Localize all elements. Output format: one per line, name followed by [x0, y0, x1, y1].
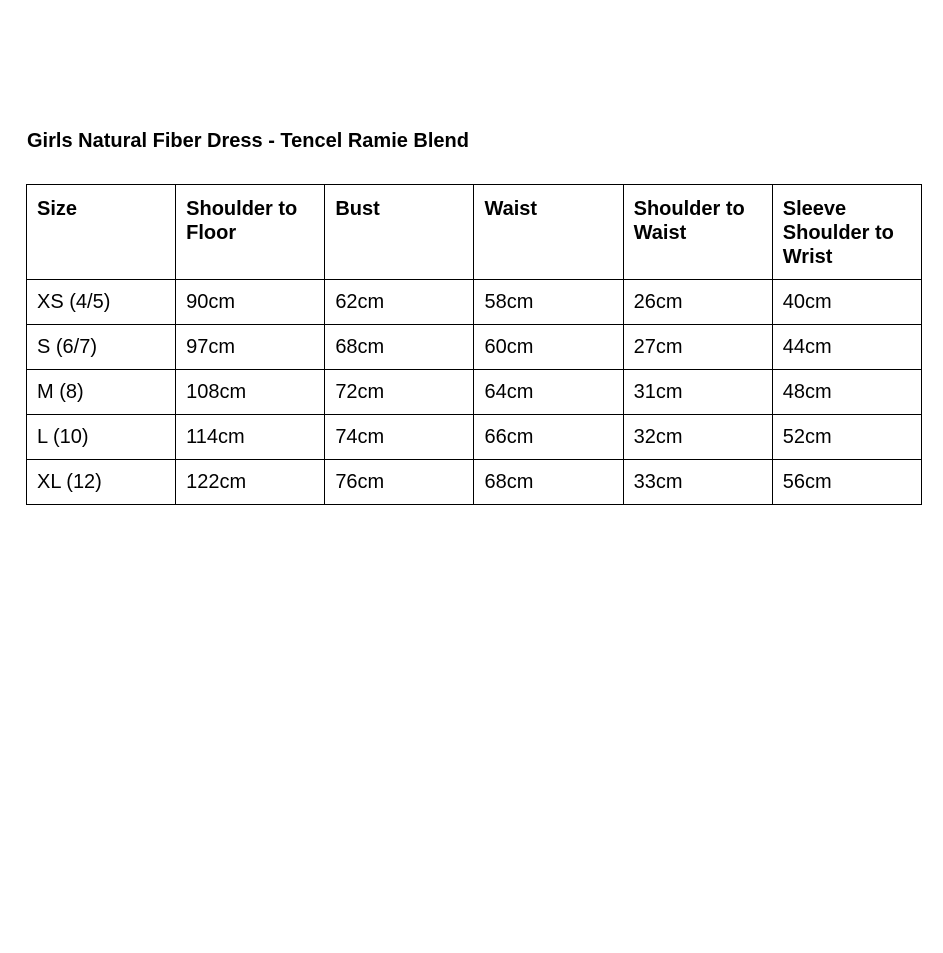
table-cell: 114cm: [176, 415, 325, 460]
column-header-waist: Waist: [474, 185, 623, 280]
table-cell: 66cm: [474, 415, 623, 460]
column-header-shoulder-to-waist: Shoulder to Waist: [623, 185, 772, 280]
column-header-shoulder-to-floor: Shoulder to Floor: [176, 185, 325, 280]
table-row: [27, 460, 922, 505]
table-row: [27, 280, 922, 325]
table-cell: 58cm: [474, 280, 623, 325]
table-cell: 68cm: [325, 325, 474, 370]
table-cell: 74cm: [325, 415, 474, 460]
table-cell: 64cm: [474, 370, 623, 415]
table-cell: 122cm: [176, 460, 325, 505]
table-cell: 48cm: [772, 370, 921, 415]
size-chart-table: [26, 184, 922, 505]
column-header-sleeve-shoulder-to-wrist: Sleeve Shoulder to Wrist: [772, 185, 921, 280]
table-cell-size: XS (4/5): [27, 280, 176, 325]
table-cell: 56cm: [772, 460, 921, 505]
table-cell-size: S (6/7): [27, 325, 176, 370]
table-cell: 33cm: [623, 460, 772, 505]
table-cell: 26cm: [623, 280, 772, 325]
table-cell: 97cm: [176, 325, 325, 370]
table-cell: 60cm: [474, 325, 623, 370]
table-cell: 72cm: [325, 370, 474, 415]
table-cell: 68cm: [474, 460, 623, 505]
table-cell-size: L (10): [27, 415, 176, 460]
column-header-size: Size: [27, 185, 176, 280]
column-header-bust: Bust: [325, 185, 474, 280]
table-cell: 27cm: [623, 325, 772, 370]
table-row: [27, 415, 922, 460]
table-row: [27, 370, 922, 415]
table-cell: 32cm: [623, 415, 772, 460]
table-row: [27, 325, 922, 370]
table-header-row: [27, 185, 922, 280]
table-cell: 31cm: [623, 370, 772, 415]
table-cell: 108cm: [176, 370, 325, 415]
table-cell: 44cm: [772, 325, 921, 370]
table-cell: 52cm: [772, 415, 921, 460]
table-cell: 40cm: [772, 280, 921, 325]
table-cell: 62cm: [325, 280, 474, 325]
table-cell: 76cm: [325, 460, 474, 505]
page-title: Girls Natural Fiber Dress - Tencel Ramie Blend: [27, 130, 469, 152]
table-cell-size: M (8): [27, 370, 176, 415]
table-cell: 90cm: [176, 280, 325, 325]
table-cell-size: XL (12): [27, 460, 176, 505]
